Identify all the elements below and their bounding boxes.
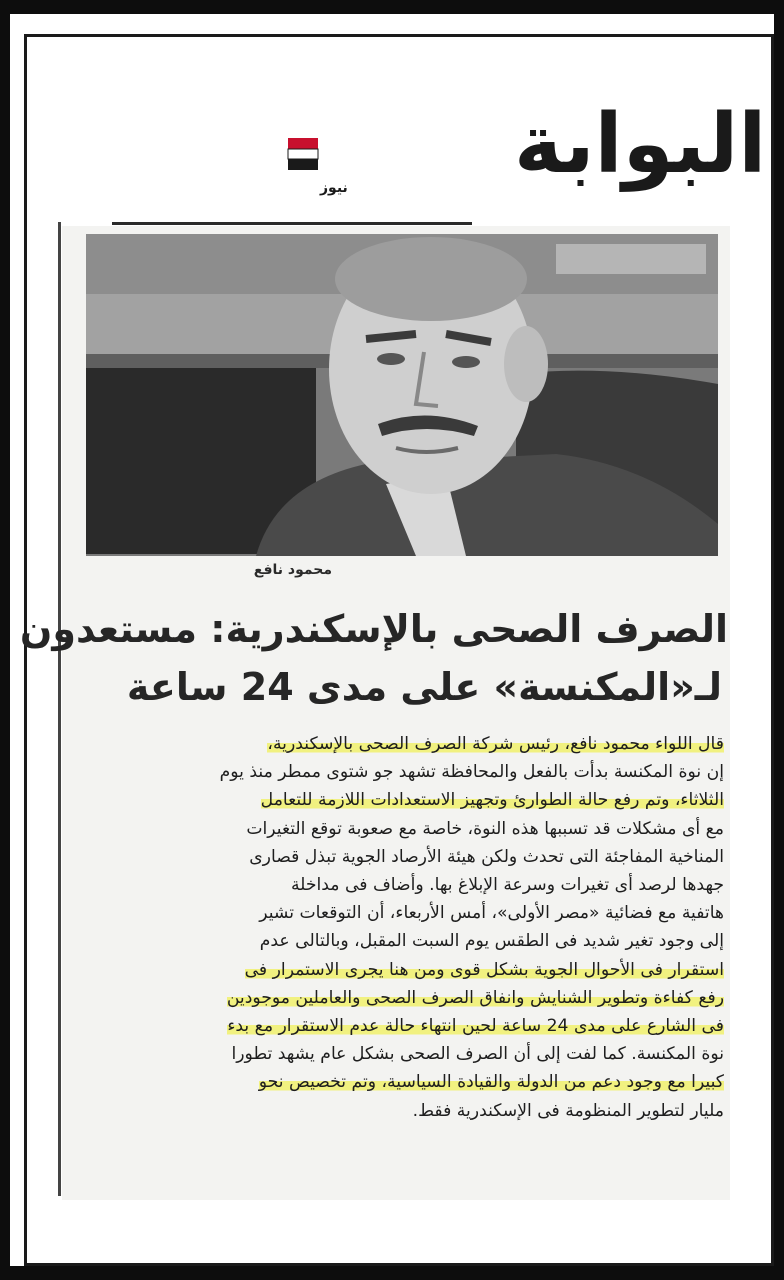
- logo-flag-black: [288, 159, 318, 170]
- body-line-5: المناخية المفاجئة التى تحدث ولكن هيئة الأرصاد الجوية تبذل قصارى: [249, 846, 724, 867]
- headline-line-2: لـ«المكنسة» على مدى 24 ساعة: [126, 665, 722, 709]
- article-body: [74, 730, 724, 1125]
- body-line-14: مليار لتطوير المنظومة فى الإسكندرية فقط.: [412, 1100, 724, 1121]
- body-line-9: استقرار فى الأحوال الجوية بشكل قوى ومن هنا يجرى الاستمرار فى: [244, 959, 724, 980]
- body-line-2: إن نوة المكنسة بدأت بالفعل والمحافظة تشهد جو شتوى ممطر منذ يوم: [219, 762, 724, 783]
- headline-line-1: الصرف الصحى بالإسكندرية: مستعدون: [19, 607, 728, 651]
- body-line-13: كبيرا مع وجود دعم من الدولة والقيادة السياسية، وتم تخصيص نحو: [258, 1072, 724, 1093]
- body-line-3: الثلاثاء، وتم رفع حالة الطوارئ وتجهيز الاستعدادات اللازمة للتعامل: [260, 790, 724, 811]
- logo-rule: [112, 222, 472, 225]
- body-line-10: رفع كفاءة وتطوير الشنايش وانفاق الصرف الصحى والعاملين موجودين: [226, 987, 724, 1008]
- logo-flag-white: [288, 149, 318, 159]
- photo-caption: محمود نافع: [253, 562, 332, 578]
- headline: [19, 600, 728, 716]
- clipping-edge: [58, 222, 61, 1196]
- newspaper-clipping: [19, 226, 730, 1200]
- body-line-4: مع أى مشكلات قد تسببها هذه النوة، خاصة مع صعوبة توقع التغيرات: [246, 818, 724, 839]
- body-line-7: هاتفية مع فضائية «مصر الأولى»، أمس الأربعاء، أن التوقعات تشير: [259, 903, 724, 924]
- body-line-1: قال اللواء محمود نافع، رئيس شركة الصرف الصحى بالإسكندرية،: [267, 734, 724, 754]
- body-line-11: فى الشارع على مدى 24 ساعة لحين انتهاء حالة عدم الاستقرار مع بدء: [227, 1016, 724, 1037]
- albawaba-logo: [282, 80, 767, 210]
- body-line-12: نوة المكنسة. كما لفت إلى أن الصرف الصحى بشكل عام يشهد تطورا: [231, 1044, 724, 1065]
- logo-flag-red: [288, 138, 318, 149]
- body-line-8: إلى وجود تغير شديد فى الطقس يوم السبت المقبل، وبالتالى عدم: [259, 931, 724, 952]
- logo-sub-text: نيوز: [320, 180, 348, 196]
- body-line-6: جهدها لرصد أى تغيرات وسرعة الإبلاغ بها. وأضاف فى مداخلة: [290, 875, 724, 896]
- portrait-photo: [86, 234, 718, 556]
- logo-main-text: البوابة: [514, 97, 767, 192]
